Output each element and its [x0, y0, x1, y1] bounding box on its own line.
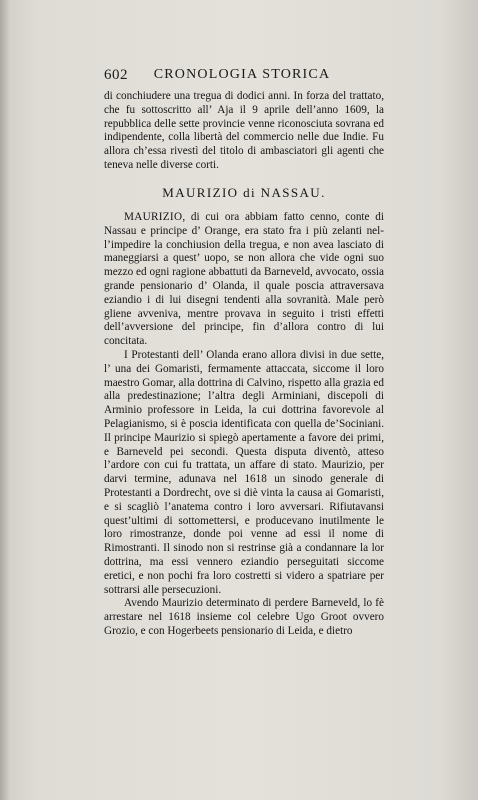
running-head [104, 66, 380, 84]
section-heading: MAURIZIO di NASSAU. [162, 185, 326, 200]
main-text-block [104, 211, 384, 639]
intro-text-block [104, 90, 384, 173]
paragraph-1 [104, 211, 384, 349]
page-gutter-shadow [0, 0, 10, 800]
paragraph-2: I Protestanti dell’ Olanda erano allora divisi in due sette, l’ una dei Gomaristi, fermamente attaccata, siccome il loro maestro Gomar, alla dottrina di Calvino, rispetto alla grazia ed alla predestinazione; l’altra degli Arminiani, discepoli di Arminio professore in Leida, la cui dottrina favorevole al Pelagianismo, si è poscia identificata con quella de’Sociniani. Il principe Maurizio si spiegò apertamente a favore dei primi, e Barneveld pei secondi. Questa disputa diventò, atteso l’ardore con cui fu trattata, un affare di stato. Maurizio, per darvi termine, adunava nel 1618 un sinodo generale di Protestanti a Dordrecht, ove si diè vinta la causa ai Gomaristi, e si scagliò l’anatema contro i loro avversari. Rifiutavansi quest’ultimi di sottomettersi, e producevano inutilmente le loro rimostranze, donde poi venne ad essi il nome di Rimostranti. Il sinodo non si restrinse già a condannare la lor dottrina, ma essi vennero eziandio perseguitati siccome eretici, e non pochi fra loro costretti si videro a spatriare per sottrarsi alle persecuzioni. [104, 348, 384, 596]
paragraph-1-text: , di cui ora abbiam fatto cenno, conte di Nassau e principe d’ Orange, era stato fra i più zelanti nel-l’impedire la conchiusion della tregua, e non avea lasciato di maneggiarsi a quest’ uopo, se non allora che vide ogni suo mezzo ed ogni ragione abbattuti da Barneveld, avvocato, ossia grande pensionario d’ Olanda, il quale poscia attraversava eziandio i di lui disegni tendenti alla sovranità. Male però gliene avveniva, mentre provava in seguito i tristi effetti dell’avversione del principe, fin d’allora contro di lui concitata. [104, 211, 384, 348]
paragraph-lead-word: MAURIZIO [124, 211, 183, 223]
running-title: CRONOLOGIA STORICA [153, 67, 331, 82]
page-number: 602 [104, 67, 128, 83]
paragraph-3: Avendo Maurizio determinato di perdere Barneveld, lo fè arrestare nel 1618 insieme col celebre Ugo Groot ovvero Grozio, e con Hogerbeets pensionario di Leida, e dietro [104, 597, 384, 637]
intro-paragraph: di conchiudere una tregua di dodici anni. In forza del trattato, che fu sottoscritto all’ Aja il 9 aprile dell’anno 1609, la repubblica delle sette provincie venne riconosciuta sovrana ed indipendente, colla libertà del commercio nelle due Indie. Fu allora ch’essa rivestì del titolo di ambasciatori gli agenti che teneva nelle diverse corti. [104, 90, 384, 171]
